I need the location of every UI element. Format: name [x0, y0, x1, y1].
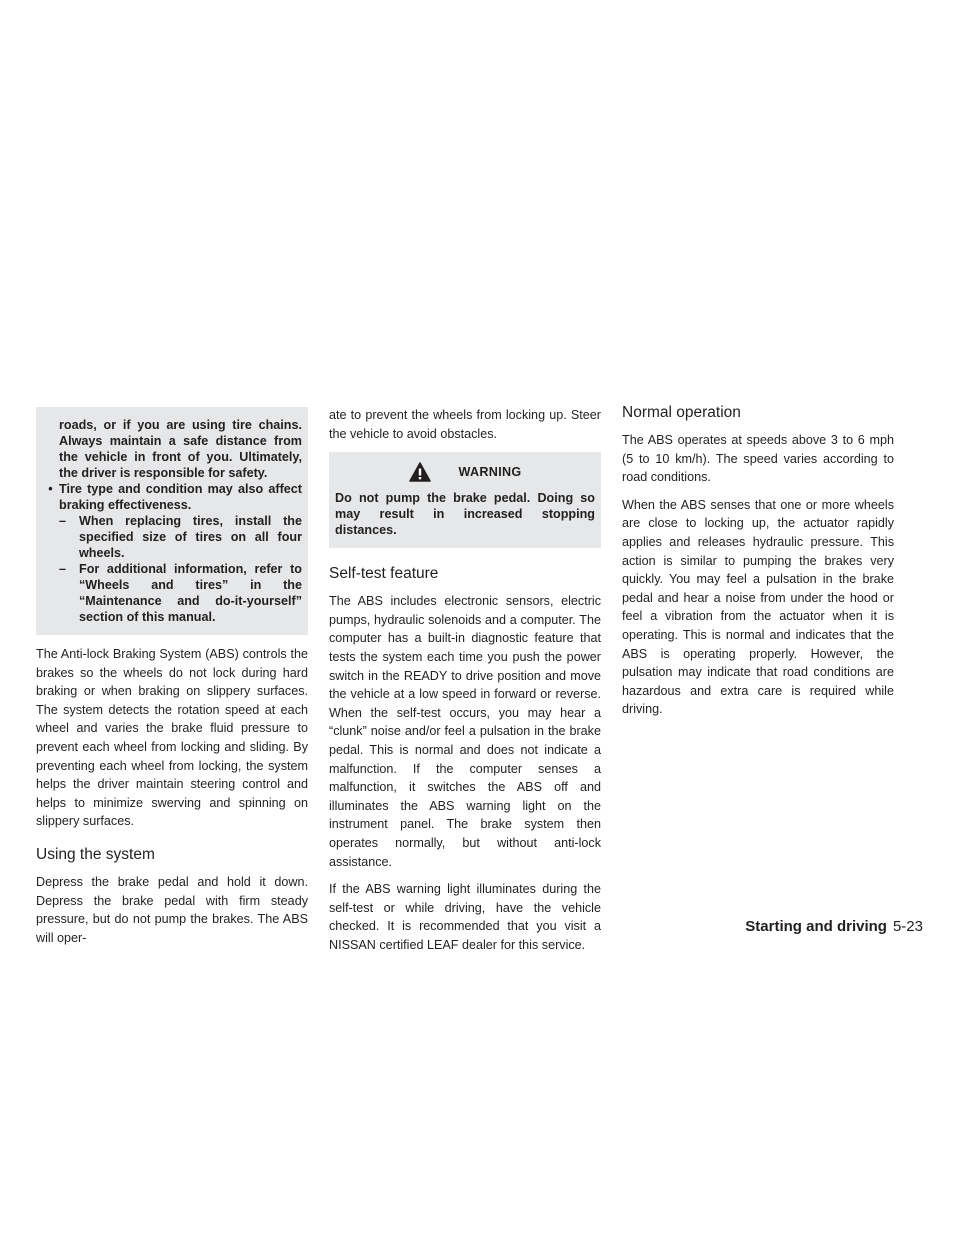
- page-footer: [745, 918, 923, 935]
- self-test-paragraph: The ABS includes electronic sensors, electric pumps, hydraulic solenoids and a computer. The computer has a built-in diagnostic feature that tests the system each time you push the power switch in the READY to drive position and move the vehicle at a low speed in forward or reverse. When the self-test occurs, you may hear a “clunk” noise and/or feel a pulsation in the brake pedal. This is normal and does not indicate a malfunction. If the computer senses a malfunction, it switches the ABS off and illuminates the ABS warning light on the instrument panel. The brake system then operates normally, but without anti-lock assistance.: [329, 594, 601, 869]
- warning-triangle-icon: [409, 462, 431, 482]
- section-heading-using-system: Using the system: [36, 845, 155, 863]
- caution-bullet: [42, 481, 302, 513]
- dash-mark: –: [59, 562, 67, 576]
- column-middle: [329, 0, 601, 963]
- warning-text: Do not pump the brake pedal. Doing so may result in increased stopping distances.: [335, 491, 595, 538]
- using-system-paragraph: Depress the brake pedal and hold it down. Depress the brake pedal with firm steady pressure, but do not pump the brakes. The ABS will oper-: [36, 874, 308, 945]
- warning-title: WARNING: [458, 465, 522, 480]
- bullet-mark: •: [48, 482, 53, 496]
- self-test-warning-light-paragraph: If the ABS warning light illuminates during the self-test or while driving, have the vehicle checked. It is recommended that you visit a NISSAN certified LEAF dealer for this service.: [329, 882, 601, 952]
- footer-section-title: Starting and driving: [745, 918, 887, 935]
- section-heading-self-test: Self-test feature: [329, 565, 439, 583]
- column-left: [36, 0, 308, 956]
- dash-mark: –: [59, 514, 67, 528]
- page-number: 5-23: [892, 918, 923, 935]
- sub-item-text: When replacing tires, install the specified size of tires on all four wheels.: [79, 514, 302, 560]
- section-heading-normal-operation: Normal operation: [622, 404, 741, 421]
- column-right: [622, 0, 894, 728]
- sub-item-text: For additional information, refer to “Wheels and tires” in the “Maintenance and do-it-yourself” section of this manual.: [79, 562, 302, 624]
- continued-paragraph: ate to prevent the wheels from locking up. Steer the vehicle to avoid obstacles.: [329, 408, 601, 441]
- warning-box: [329, 452, 601, 548]
- caution-continued-text: roads, or if you are using tire chains. Always maintain a safe distance from the vehicle in front of you. Ultimately, the driver is responsible for safety.: [59, 418, 302, 480]
- bullet-text: Tire type and condition may also affect braking effectiveness.: [59, 482, 302, 512]
- abs-intro-paragraph: The Anti-lock Braking System (ABS) controls the brakes so the wheels do not lock during hard braking or when braking on slippery surfaces. The system detects the rotation speed at each wheel and varies the brake fluid pressure to prevent each wheel from locking and sliding. By preventing each wheel from locking, the system helps the driver maintain steering control and helps to minimize swerving and spinning on slippery surfaces.: [36, 647, 308, 829]
- normal-operation-speed-paragraph: The ABS operates at speeds above 3 to 6 mph (5 to 10 km/h). The speed varies according to road conditions.: [622, 433, 894, 485]
- caution-sub-item: [42, 513, 302, 561]
- caution-sub-item: [42, 561, 302, 625]
- normal-operation-pulsation-paragraph: When the ABS senses that one or more wheels are close to locking up, the actuator rapidly applies and releases hydraulic pressure. This action is similar to pumping the brakes very quickly. You may feel a pulsation in the brake pedal and hear a noise from under the hood or feel a vibration from the actuator when it is operating. This is normal and indicates that the ABS is operating properly. However, the pulsation may indicate that road conditions are hazardous and extra care is required while driving.: [622, 497, 894, 717]
- warning-header: [335, 460, 595, 484]
- caution-box-continued: [36, 407, 308, 635]
